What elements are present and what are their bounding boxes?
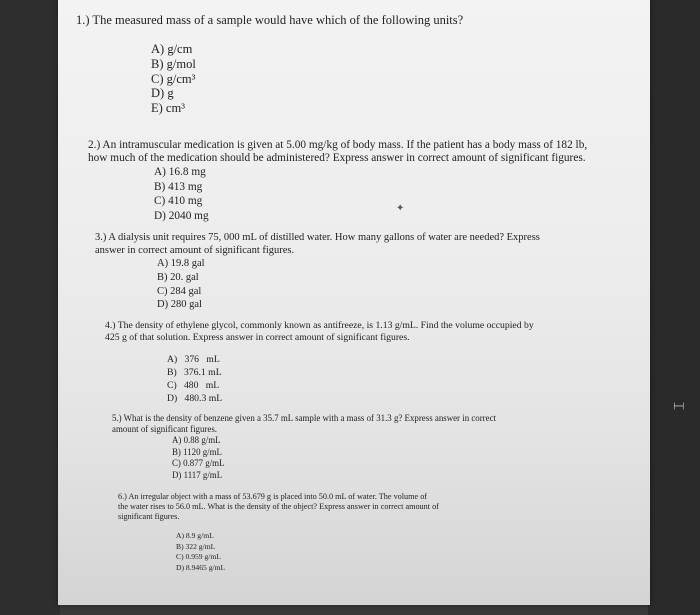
question-5-line-2: amount of significant figures. (112, 424, 217, 434)
option-a: A) 19.8 gal (157, 258, 205, 269)
option-d: D) 2040 mg (154, 209, 209, 222)
option-b: B) 376.1 mL (167, 367, 222, 378)
option-a: A) 16.8 mg (154, 166, 206, 178)
option-b: B) 20. gal (157, 271, 199, 283)
option-a: A) g/cm (151, 42, 193, 56)
question-5-line-1: 5.) What is the density of benzene given a 35.7 mL sample with a mass of 31.3 g? Express answer in correct (112, 413, 496, 423)
question-4-line-2: 425 g of that solution. Express answer in correct amount of significant figures. (105, 332, 410, 343)
text-cursor-icon: ⌶ (670, 401, 687, 411)
question-6 (118, 492, 439, 573)
background-left (0, 0, 60, 615)
option-e: E) cm³ (151, 101, 185, 116)
question-4 (105, 320, 534, 405)
question-2-line-1: 2.) An intramuscular medication is given at 5.00 mg/kg of body mass. If the patient has a body mass of 182 lb, (88, 139, 588, 151)
question-2-line-2: how much of the medication should be administered? Express answer in correct amount of significant figures. (88, 152, 586, 164)
question-6-line-1: 6.) An irregular object with a mass of 53.679 g is placed into 50.0 mL of water. The volume of (118, 492, 428, 501)
question-3-line-1: 3.) A dialysis unit requires 75, 000 mL of distilled water. How many gallons of water are needed? Express (95, 232, 540, 243)
option-c: C) g/cm³ (151, 71, 196, 86)
option-c: C) 0.959 g/mL (176, 552, 221, 561)
stray-mark: ✦ (396, 203, 405, 214)
question-1-stem: 1.) The measured mass of a sample would have which of the following units? (76, 13, 464, 27)
option-c: C) 0.877 g/mL (172, 458, 225, 468)
question-3 (95, 232, 540, 312)
option-d: D) 480.3 mL (167, 393, 223, 404)
option-d: D) 280 gal (157, 299, 202, 311)
option-d: D) 8.9465 g/mL (176, 562, 226, 572)
option-b: B) 1120 g/mL (172, 446, 222, 457)
option-c: C) 410 mg (154, 195, 203, 207)
option-d: D) 1117 g/mL (172, 469, 223, 480)
question-4-line-1: 4.) The density of ethylene glycol, commonly known as antifreeze, is 1.13 g/mL. Find the volume occupied by (105, 320, 534, 331)
option-c: C) 480 mL (167, 380, 220, 391)
question-6-line-3: significant figures. (118, 512, 180, 521)
option-b: B) 413 mg (154, 180, 203, 193)
question-3-line-2: answer in correct amount of significant figures. (95, 244, 295, 256)
option-a: A) 376 mL (167, 354, 220, 365)
background-right (648, 0, 700, 615)
question-2 (88, 139, 587, 223)
option-b: B) 322 g/mL (176, 541, 216, 551)
option-c: C) 284 gal (157, 285, 202, 297)
option-b: B) g/mol (151, 56, 196, 71)
question-6-line-2: the water rises to 56.0 mL. What is the density of the object? Express answer in correct amount of (118, 502, 439, 511)
option-a: A) 0.88 g/mL (172, 435, 221, 445)
option-a: A) 8.9 g/mL (176, 531, 214, 540)
option-d: D) g (151, 86, 174, 101)
question-5 (112, 413, 496, 481)
question-1 (76, 13, 463, 116)
